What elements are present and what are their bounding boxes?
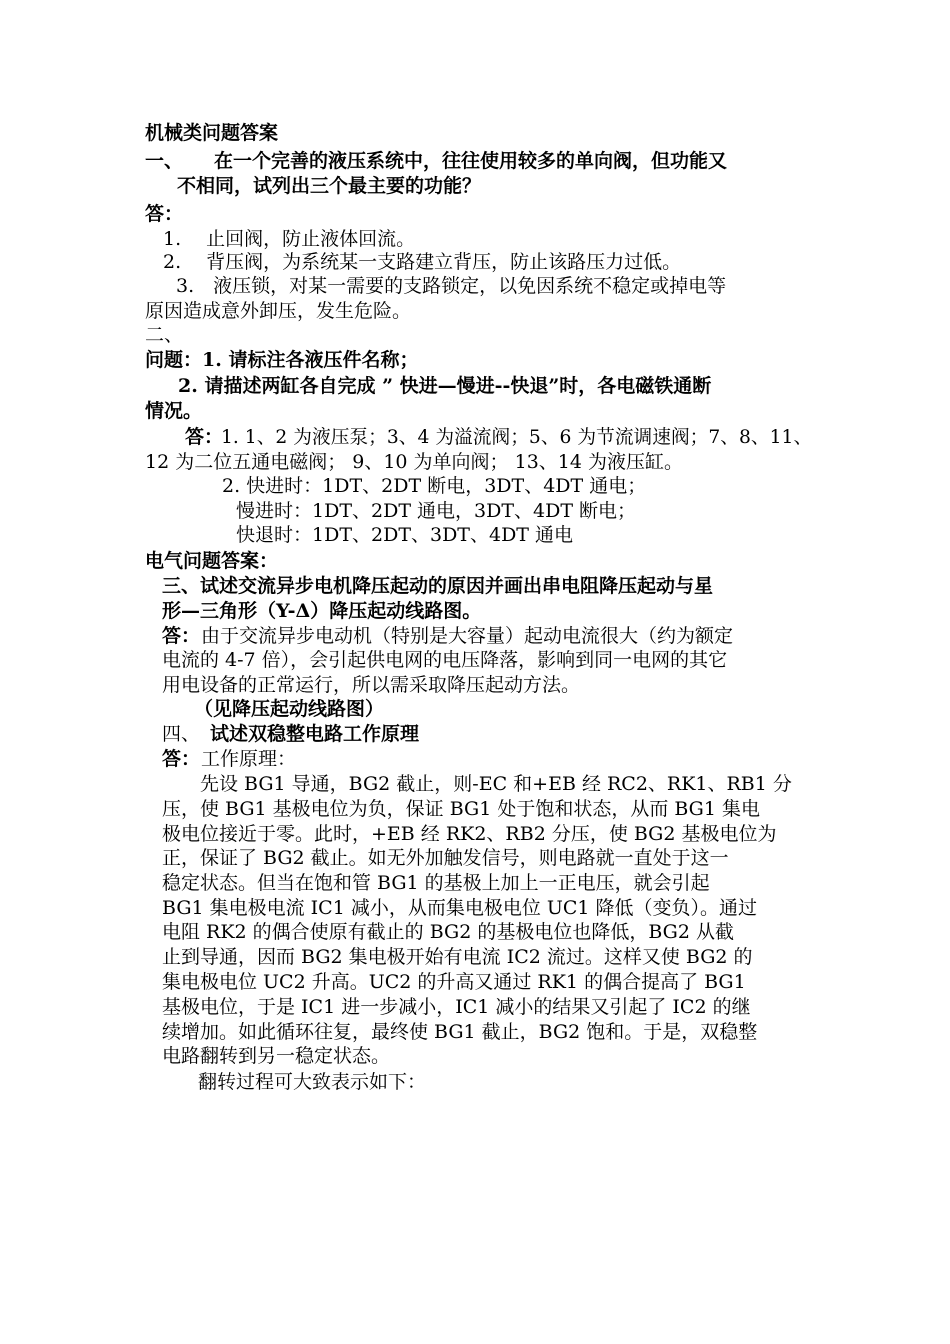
q4-paragraph-line: 基极电位，于是 IC1 进一步减小，IC1 减小的结果又引起了 IC2 的继 [162,996,751,1018]
q4-answer-label: 答： [162,748,201,770]
q4-paragraph-line: 稳定状态。但当在饱和管 BG1 的基极上加上一正电压，就会引起 [162,872,710,894]
q2-number: 二、 [145,324,184,346]
q2-question-line1: 问题：1. 请标注各液压件名称； [145,349,419,371]
q2-answer-label: 答： [185,426,224,448]
q1-answer-label: 答： [145,203,184,225]
q3-question-line1: 三、试述交流异步电机降压起动的原因并画出串电阻降压起动与星 [162,575,714,597]
q4-paragraph-line: 续增加。如此循环往复，最终使 BG1 截止，BG2 饱和。于是，双稳整 [162,1021,758,1043]
q2-answer-line4: 慢进时：1DT、2DT 通电，3DT、4DT 断电； [236,500,637,522]
q4-paragraph-line: 极电位接近于零。此时，+EB 经 RK2、RB2 分压，使 BG2 基极电位为 [162,823,777,845]
q2-answer-line2: 12 为二位五通电磁阀； 9、10 为单向阀； 13、14 为液压缸。 [145,451,683,473]
q4-paragraph-line: BG1 集电极电流 IC1 减小，从而集电极电位 UC1 降低（变负）。通过 [162,897,758,919]
q2-answer-line1: 1. 1、2 为液压泵；3、4 为溢流阀；5、6 为节流调速阀；7、8、11、 [221,426,813,448]
q3-question-line2: 形—三角形（Y-Δ）降压起动线路图。 [162,600,482,622]
q4-answer-intro: 工作原理： [201,748,297,770]
q1-answer-item1: 1. 止回阀，防止液体回流。 [163,228,416,250]
q4-paragraph-line: 先设 BG1 导通，BG2 截止，则-EC 和+EB 经 RC2、RK1、RB1 分 [200,773,792,795]
q3-answer-label: 答： [162,625,201,647]
q4-paragraph-line: 电路翻转到另一稳定状态。 [162,1045,391,1067]
q2-question-line2: 2. 请描述两缸各自完成 ” 快进—慢进--快退”时，各电磁铁通断 [178,375,712,397]
q3-answer-line1: 由于交流异步电动机（特别是大容量）起动电流很大（约为额定 [201,625,734,647]
q3-answer-line3: 用电设备的正常运行，所以需采取降压起动方法。 [162,674,581,696]
q1-answer-item3-line2: 原因造成意外卸压，发生危险。 [145,300,412,322]
q2-answer-line5: 快退时：1DT、2DT、3DT、4DT 通电 [236,524,574,546]
q4-paragraph-line: 压，使 BG1 基极电位为负，保证 BG1 处于饱和状态，从而 BG1 集电 [162,798,760,820]
q2-answer-line3: 2. 快进时：1DT、2DT 断电，3DT、4DT 通电； [222,475,647,497]
electrical-section-title: 电气问题答案： [145,550,279,572]
q1-answer-item2: 2. 背压阀，为系统某一支路建立背压，防止该路压力过低。 [163,251,682,273]
q4-number: 四、 [162,723,201,745]
q2-question-line3: 情况。 [145,400,203,422]
q4-paragraph-line: 电阻 RK2 的偶合使原有截止的 BG2 的基极电位也降低，BG2 从截 [162,921,734,943]
q4-paragraph-line: 止到导通，因而 BG2 集电极开始有电流 IC2 流过。这样又使 BG2 的 [162,946,753,968]
page-title: 机械类问题答案 [145,122,279,144]
q4-paragraph-line: 集电极电位 UC2 升高。UC2 的升高又通过 RK1 的偶合提高了 BG1 [162,971,746,993]
q3-answer-line2: 电流的 4-7 倍），会引起供电网的电压降落，影响到同一电网的其它 [162,649,728,671]
q1-answer-item3-line1: 3. 液压锁，对某一需要的支路锁定，以免因系统不稳定或掉电等 [176,275,727,297]
q3-diagram-note: （见降压起动线路图） [194,698,385,720]
q4-title: 试述双稳整电路工作原理 [210,723,420,745]
q4-closing-line: 翻转过程可大致表示如下： [198,1071,427,1093]
q1-number: 一、 [145,150,184,172]
q4-paragraph-line: 正，保证了 BG2 截止。如无外加触发信号，则电路就一直处于这一 [162,847,729,869]
q1-text-line2: 不相同，试列出三个最主要的功能？ [177,175,482,197]
q1-text-line1: 在一个完善的液压系统中，往往使用较多的单向阀，但功能又 [214,150,728,172]
